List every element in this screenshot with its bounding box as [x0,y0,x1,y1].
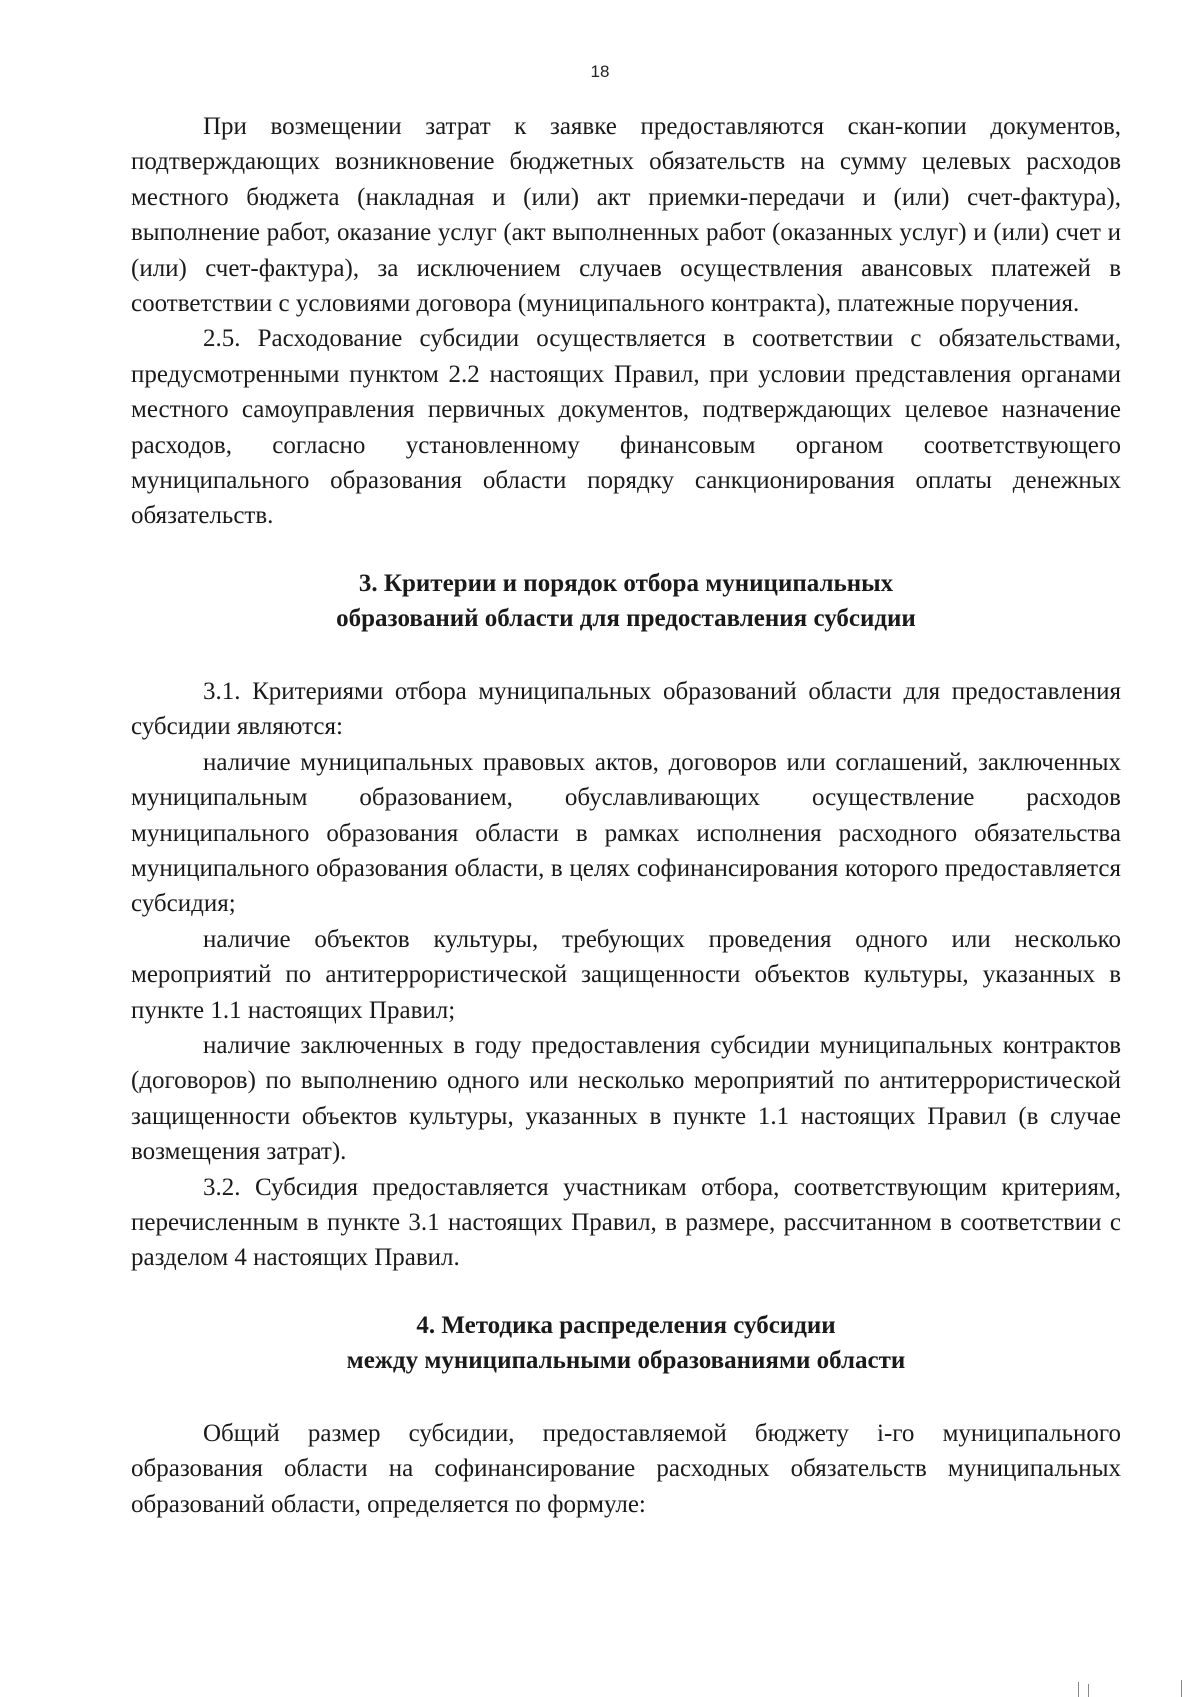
criterion-culture-objects: наличие объектов культуры, требующих проведения одного или несколько мероприятий по антитеррористической защищенности объектов культуры, указанных в пункте 1.1 настоящих Правил; [131,925,1121,1024]
spacer [131,1378,1121,1416]
spacer [131,1276,1121,1308]
paragraph-3-1: 3.1. Критериями отбора муниципальных образований области для предоставления субсидии являются: [131,677,1121,741]
document-body [131,109,1121,1522]
section-4-heading [131,1308,1121,1378]
scan-mark [1078,1682,1079,1697]
scan-mark [1181,1680,1182,1697]
scan-mark [1088,1684,1089,1697]
paragraph-subsidy-formula-intro: Общий размер субсидии, предоставляемой бюджету i-го муниципального образования области на софинансирование расходных обязательств муниципальных образований области, определяется по формуле: [131,1419,1121,1518]
section-4-heading-line-1: 4. Методика распределения субсидии [416,1311,836,1339]
paragraph-3-2: 3.2. Субсидия предоставляется участникам отбора, соответствующим критериям, перечисленным в пункте 3.1 настоящих Правил, в размере, рассчитанном в соответствии с разделом 4 настоящих Правил. [131,1173,1121,1272]
section-3-heading-line-2: образований области для предоставления субсидии [336,604,916,632]
page-number: 18 [590,62,610,81]
criterion-contracts: наличие заключенных в году предоставления субсидии муниципальных контрактов (договоров) по выполнению одного или несколько мероприятий по антитеррористической защищенности объектов культуры, указанных в пункте 1.1 настоящих Правил (в случае возмещения затрат). [131,1031,1121,1166]
section-3-heading [131,566,1121,636]
section-3-heading-line-1: 3. Критерии и порядок отбора муниципальных [358,569,894,597]
section-4-heading-line-2: между муниципальными образованиями области [346,1346,906,1374]
paragraph-cost-reimbursement: При возмещении затрат к заявке предоставляются скан-копии документов, подтверждающих возникновение бюджетных обязательств на сумму целевых расходов местного бюджета (накладная и (или) акт приемки-передачи и (или) счет-фактура), выполнение работ, оказание услуг (акт выполненных работ (оказанных услуг) и (или) счет и (или) счет-фактура), за исключением случаев осуществления авансовых платежей в соответствии с условиями договора (муниципального контракта), платежные поручения. [131,113,1121,318]
spacer [131,636,1121,674]
paragraph-2-5: 2.5. Расходование субсидии осуществляется в соответствии с обязательствами, предусмотренными пунктом 2.2 настоящих Правил, при условии представления органами местного самоуправления первичных документов, подтверждающих целевое назначение расходов, согласно установленному финансовым органом соответствующего муниципального образования области порядку санкционирования оплаты денежных обязательств. [131,325,1121,530]
spacer [131,534,1121,566]
criterion-legal-acts: наличие муниципальных правовых актов, договоров или соглашений, заключенных муниципальным образованием, обуславливающих осуществление расходов муниципального образования области в рамках исполнения расходного обязательства муниципального образования области, в целях софинансирования которого предоставляется субсидия; [131,748,1121,918]
